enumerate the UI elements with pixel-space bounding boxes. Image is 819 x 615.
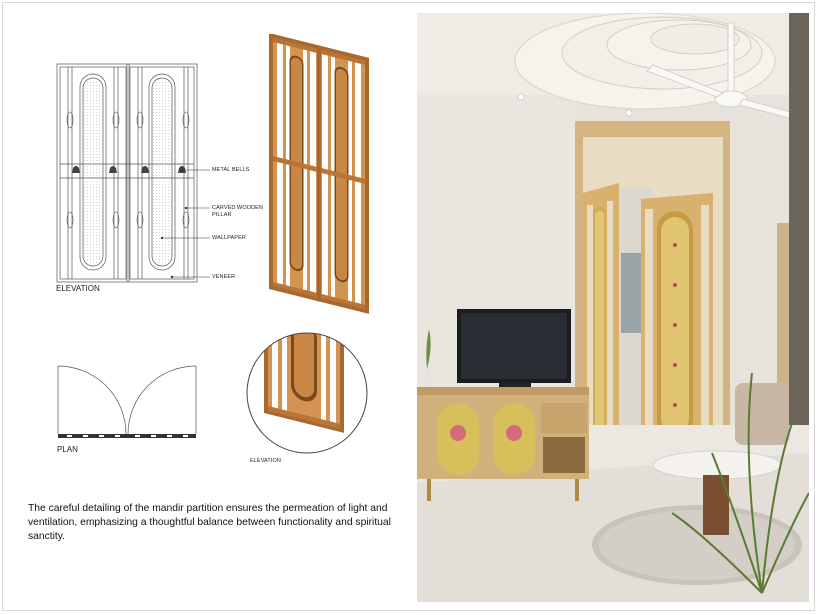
elevation-title: ELEVATION bbox=[56, 284, 100, 293]
living-room-photo bbox=[417, 13, 809, 602]
plan-line-drawing bbox=[55, 362, 200, 444]
callout-metal-bells: METAL BELLS bbox=[212, 167, 250, 173]
detail-title: ELEVATION bbox=[250, 458, 281, 464]
caption-text: The careful detailing of the mandir partition ensures the permeation of light and ventilation, emphasizing a thoughtful balance between functionality and spiritual sanctity. bbox=[28, 503, 391, 542]
television bbox=[457, 309, 571, 387]
isometric-partition-render bbox=[265, 34, 377, 316]
callout-carved-pillar-line1: CARVED WOODEN bbox=[212, 205, 264, 211]
plan-title: PLAN bbox=[57, 445, 78, 454]
callout-wallpaper: WALLPAPER bbox=[212, 235, 246, 241]
elevation-line-drawing bbox=[50, 60, 210, 285]
detail-circle-drawing bbox=[244, 330, 370, 456]
callout-carved-pillar-line2: PILLAR bbox=[212, 212, 232, 218]
mandir-door-right bbox=[641, 193, 713, 457]
callout-veneer: VENEER bbox=[212, 274, 236, 280]
